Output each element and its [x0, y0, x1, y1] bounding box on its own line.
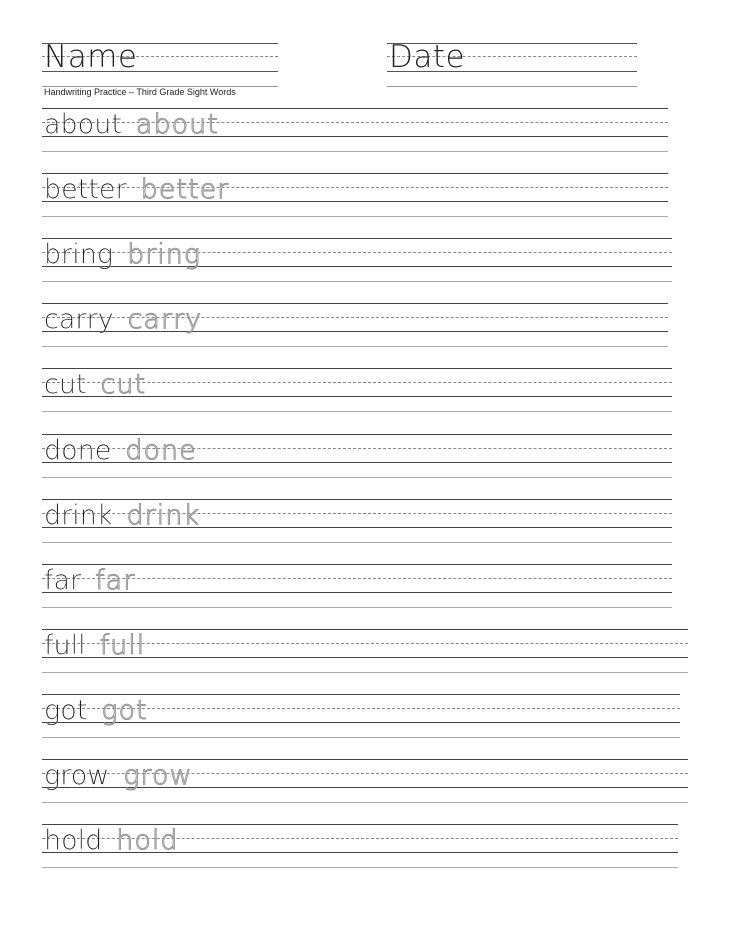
- practice-word: [44, 499, 200, 533]
- model-word: better: [44, 174, 127, 206]
- model-word: bring: [44, 239, 114, 271]
- trace-word: about: [135, 109, 219, 140]
- practice-word: [44, 434, 197, 468]
- practice-row[interactable]: [42, 303, 668, 349]
- name-label: Name: [44, 39, 138, 75]
- model-word: done: [44, 434, 112, 466]
- trace-word: better: [140, 174, 230, 206]
- trace-word: drink: [126, 499, 200, 531]
- row-desc-line: [42, 867, 678, 868]
- trace-word: grow: [123, 760, 193, 791]
- model-word: cut: [44, 369, 87, 401]
- model-word: about: [44, 109, 122, 140]
- row-desc-line: [42, 411, 672, 412]
- practice-word: [44, 759, 193, 793]
- practice-row[interactable]: [42, 629, 688, 675]
- trace-word: carry: [127, 304, 203, 336]
- trace-word: full: [99, 629, 146, 661]
- worksheet-subtitle: Handwriting Practice – Third Grade Sight Words: [44, 87, 236, 97]
- row-desc-line: [42, 542, 672, 543]
- practice-word: [44, 303, 202, 337]
- practice-row[interactable]: [42, 824, 678, 870]
- row-desc-line: [42, 346, 668, 347]
- practice-row[interactable]: [42, 499, 672, 545]
- model-word: full: [44, 629, 86, 661]
- row-mid-line: [42, 578, 672, 579]
- trace-word: got: [101, 694, 148, 726]
- practice-row[interactable]: [42, 694, 680, 740]
- practice-word: [44, 564, 135, 598]
- row-desc-line: [42, 477, 672, 478]
- trace-word: done: [125, 434, 197, 466]
- practice-row[interactable]: [42, 564, 672, 610]
- model-word: got: [44, 694, 88, 726]
- practice-row[interactable]: [42, 434, 672, 480]
- row-desc-line: [42, 672, 688, 673]
- row-desc-line: [42, 737, 680, 738]
- practice-row[interactable]: [42, 108, 668, 154]
- practice-word: [44, 108, 219, 142]
- model-word: carry: [44, 304, 114, 336]
- trace-word: hold: [116, 825, 179, 857]
- practice-word: [44, 629, 145, 663]
- row-top-line: [42, 564, 672, 565]
- practice-word: [44, 694, 148, 728]
- practice-row[interactable]: [42, 368, 672, 414]
- trace-word: cut: [100, 369, 147, 401]
- row-desc-line: [42, 607, 672, 608]
- row-desc-line: [42, 802, 688, 803]
- practice-row[interactable]: [42, 759, 688, 805]
- model-word: drink: [44, 499, 113, 531]
- trace-word: far: [95, 564, 136, 596]
- row-desc-line: [42, 281, 672, 282]
- row-desc-line: [42, 216, 668, 217]
- practice-word: [44, 824, 179, 858]
- practice-row[interactable]: [42, 238, 672, 284]
- model-word: far: [44, 564, 82, 596]
- practice-row[interactable]: [42, 173, 668, 219]
- model-word: grow: [44, 760, 110, 791]
- practice-word: [44, 173, 229, 207]
- practice-word: [44, 238, 201, 272]
- model-word: hold: [44, 825, 103, 857]
- row-base-line: [42, 592, 672, 593]
- date-label: Date: [389, 39, 466, 75]
- trace-word: bring: [127, 239, 202, 271]
- practice-word: [44, 368, 146, 402]
- row-desc-line: [42, 151, 668, 152]
